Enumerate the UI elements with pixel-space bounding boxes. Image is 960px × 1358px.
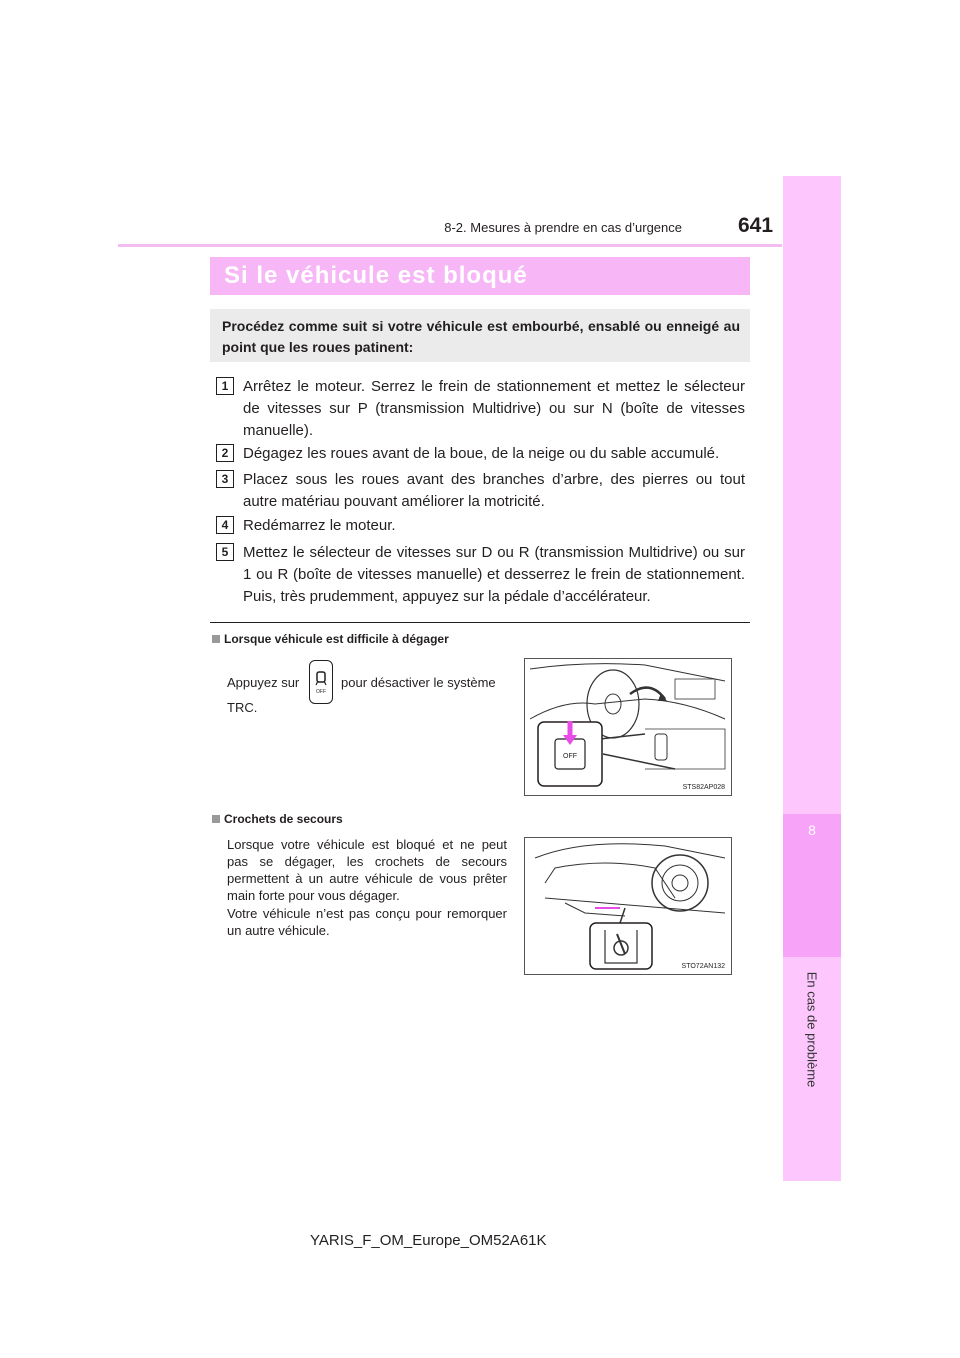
bullet-square-icon [212, 815, 220, 823]
figure-code: STO72AN132 [681, 963, 725, 970]
step-text-5: Mettez le sélecteur de vitesses sur D ou R (transmission Multidrive) ou sur 1 ou R (boîte de vitesses manuelle) et desserrez le frein de stationnement. Puis, très prudemment, appuyez sur la pédale d’accélérateur. [243, 544, 745, 605]
step-number-4: 4 [216, 516, 234, 534]
step-text-3: Placez sous les roues avant des branches d’arbre, des pierres ou tout autre matériau pouvant améliorer la motricité. [243, 471, 745, 510]
svg-text:OFF: OFF [563, 753, 577, 760]
step-text-1: Arrêtez le moteur. Serrez le frein de stationnement et mettez le sélecteur de vitesses sur P (transmission Multidrive) ou sur N (boîte de vitesses manuelle). [243, 378, 745, 439]
step-number-1: 1 [216, 377, 234, 395]
step-text-2: Dégagez les roues avant de la boue, de la neige ou du sable accumulé. [243, 445, 720, 462]
trc-text-line2: TRC. [227, 700, 258, 715]
footer-code: YARIS_F_OM_Europe_OM52A61K [310, 1232, 547, 1249]
trc-text-after: pour désactiver le système [341, 675, 496, 690]
trc-text-before: Appuyez sur [227, 675, 300, 690]
header-rule [118, 244, 782, 247]
page-number: 641 [738, 214, 774, 237]
title-banner [210, 257, 750, 295]
section-divider [210, 622, 750, 623]
svg-text:OFF: OFF [316, 689, 326, 695]
subsection-heading-hooks: Crochets de secours [212, 812, 343, 826]
step-number-5: 5 [216, 543, 234, 561]
trc-switch-illustration [524, 658, 732, 796]
step-number-3: 3 [216, 470, 234, 488]
hooks-text-2: Votre véhicule n’est pas conçu pour remorquer un autre véhicule. [227, 906, 507, 938]
page-title: Si le véhicule est bloqué [224, 262, 528, 289]
towing-hook-illustration [524, 837, 732, 975]
subsection-heading-trc: Lorsque véhicule est difficile à dégager [212, 632, 449, 646]
trc-off-switch-icon [309, 660, 333, 704]
section-title: 8-2. Mesures à prendre en cas d’urgence [444, 220, 682, 235]
step-text-4: Redémarrez le moteur. [243, 517, 396, 534]
bullet-square-icon [212, 635, 220, 643]
intro-box [210, 309, 750, 362]
hooks-text: Lorsque votre véhicule est bloqué et ne peut pas se dégager, les crochets de secours permettent à un autre véhicule de vous prêter main forte pour vous dégager. [227, 837, 507, 903]
figure-code: STS82AP028 [682, 784, 725, 791]
chapter-number: 8 [808, 822, 816, 838]
step-number-2: 2 [216, 444, 234, 462]
intro-text: Procédez comme suit si votre véhicule est embourbé, ensablé ou enneigé au point que les roues patinent: [222, 318, 740, 355]
